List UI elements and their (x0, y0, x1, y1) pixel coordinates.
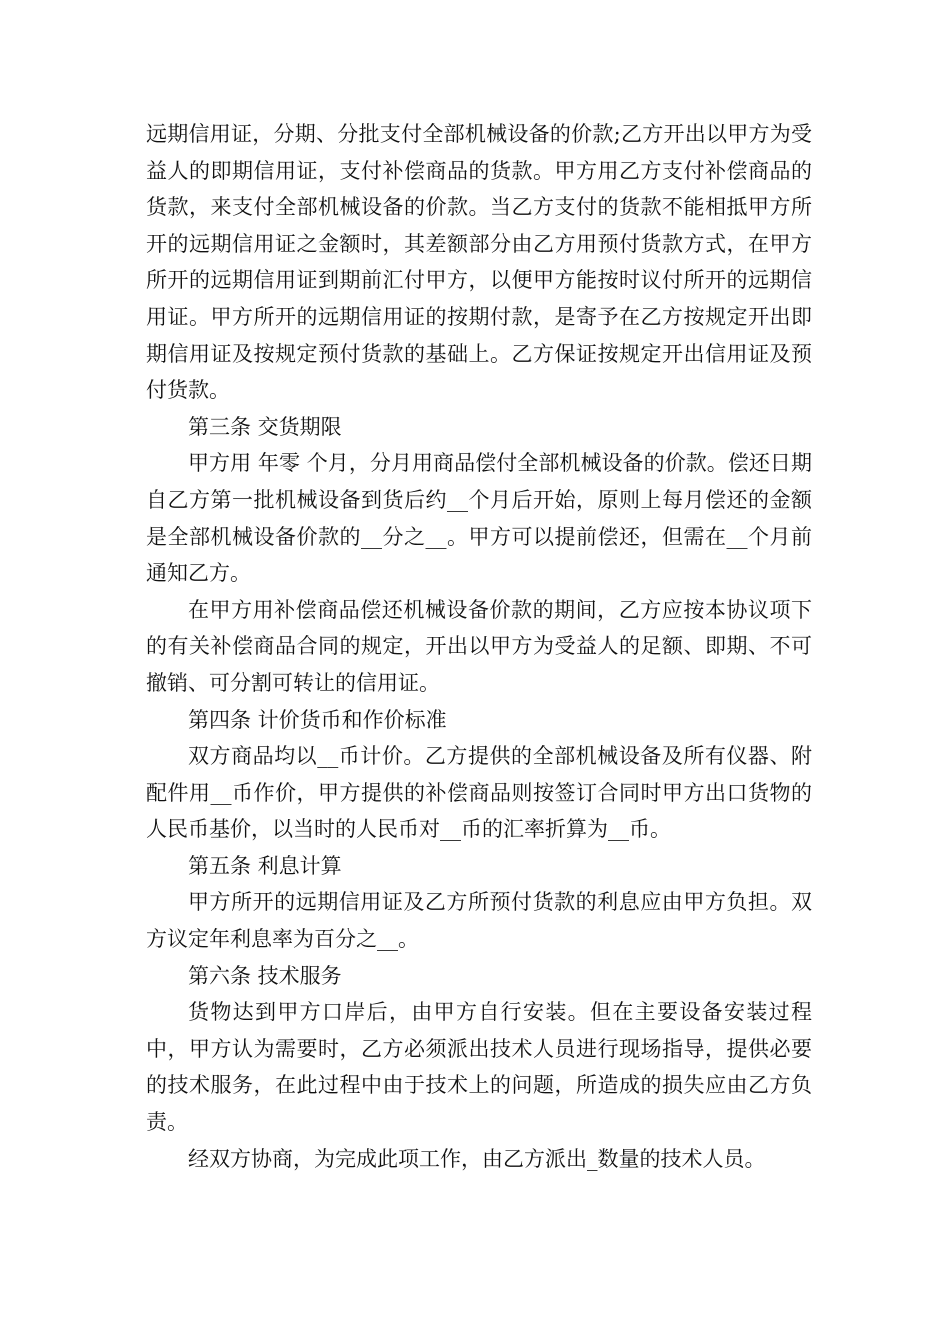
article-6-heading: 第六条 技术服务 (188, 963, 342, 988)
article-3-paragraph-1: 甲方用 年零 个月，分月用商品偿付全部机械设备的价款。偿还日期自乙方第一批机械设备到货后约__个月后开始，原则上每月偿还的金额是全部机械设备价款的__分之__。甲方可以提前偿还，但需在__个月前通知乙方。 (146, 451, 812, 586)
paragraph-payment-continuation: 远期信用证，分期、分批支付全部机械设备的价款;乙方开出以甲方为受益人的即期信用证，支付补偿商品的货款。甲方用乙方支付补偿商品的货款，来支付全部机械设备的价款。当乙方支付的货款不能相抵甲方所开的远期信用证之金额时，其差额部分由乙方用预付货款方式，在甲方所开的远期信用证到期前汇付甲方，以便甲方能按时议付所开的远期信用证。甲方所开的远期信用证的按期付款，是寄予在乙方按规定开出即期信用证及按规定预付货款的基础上。乙方保证按规定开出信用证及预付货款。 (146, 122, 812, 403)
article-6-paragraph-1: 货物达到甲方口岸后，由甲方自行安装。但在主要设备安装过程中，甲方认为需要时，乙方必须派出技术人员进行现场指导，提供必要的技术服务，在此过程中由于技术上的问题，所造成的损失应由乙方负责。 (146, 1000, 812, 1135)
article-4-paragraph-1: 双方商品均以__币计价。乙方提供的全部机械设备及所有仪器、附配件用__币作价，甲方提供的补偿商品则按签订合同时甲方出口货物的人民币基价，以当时的人民币对__币的汇率折算为__币。 (146, 744, 812, 842)
document-body (146, 116, 812, 1177)
article-3-heading: 第三条 交货期限 (188, 414, 342, 439)
article-4-heading: 第四条 计价货币和作价标准 (188, 707, 447, 732)
article-5-paragraph-1: 甲方所开的远期信用证及乙方所预付货款的利息应由甲方负担。双方议定年利息率为百分之__。 (146, 890, 812, 952)
article-3-paragraph-2: 在甲方用补偿商品偿还机械设备价款的期间，乙方应按本协议项下的有关补偿商品合同的规定，开出以甲方为受益人的足额、即期、不可撤销、可分割可转让的信用证。 (146, 597, 812, 695)
article-5-heading: 第五条 利息计算 (188, 853, 342, 878)
article-6-paragraph-2: 经双方协商，为完成此项工作，由乙方派出_数量的技术人员。 (188, 1146, 766, 1171)
